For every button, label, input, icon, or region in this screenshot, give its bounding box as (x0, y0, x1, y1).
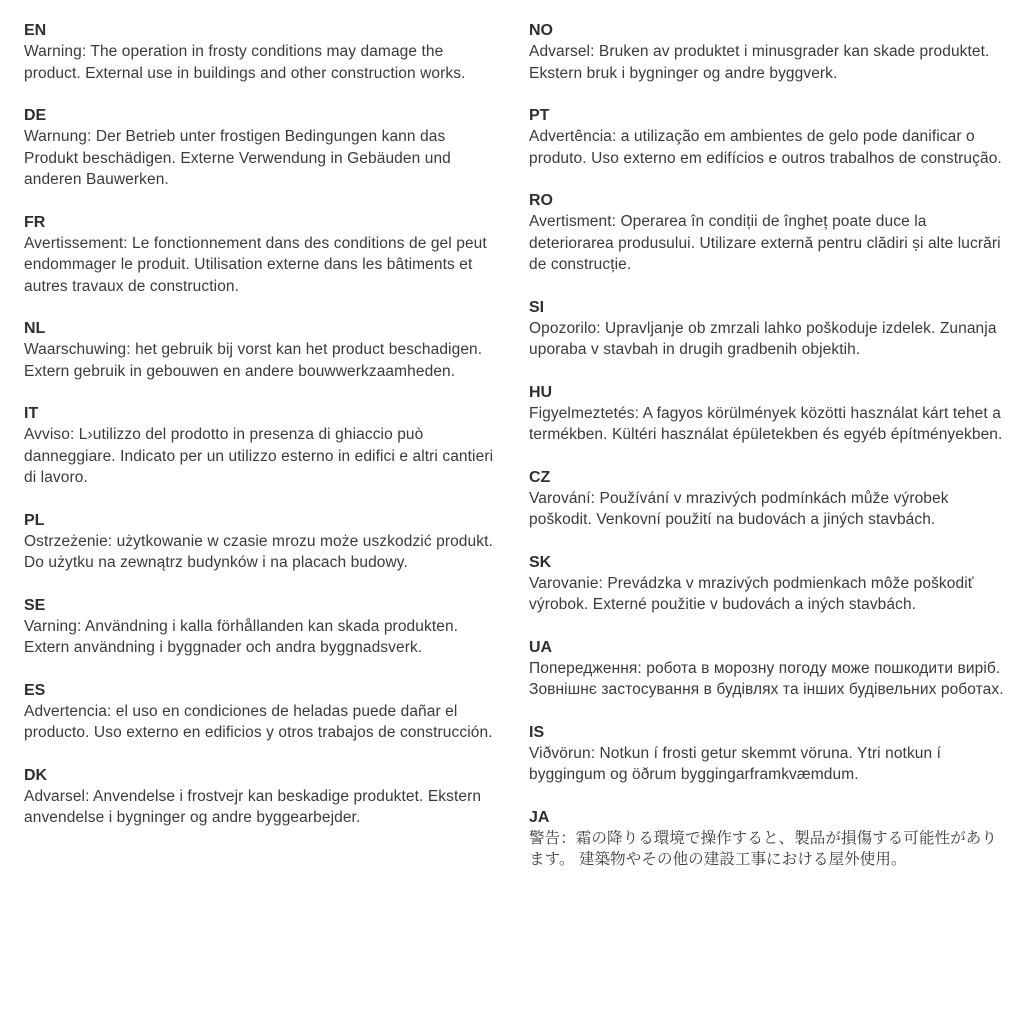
warning-text-cz: Varování: Používání v mrazivých podmínkách může výrobek poškodit. Venkovní použití na budovách a jiných stavbách. (529, 489, 949, 528)
language-code-ja: JA (529, 808, 550, 826)
warning-section-fr (24, 212, 501, 298)
warning-section-dk (24, 765, 501, 829)
warning-section-nl (24, 318, 501, 382)
warning-text-de: Warnung: Der Betrieb unter frostigen Bedingungen kann das Produkt beschädigen. Externe Verwendung in Gebäuden und anderen Bauwerken. (24, 128, 451, 188)
language-code-se: SE (24, 596, 46, 614)
language-code-is: IS (529, 723, 545, 741)
warning-section-it (24, 403, 501, 489)
language-code-pt: PT (529, 107, 550, 124)
warning-section-is (529, 722, 1006, 786)
warning-text-it: Avviso: L›utilizzo del prodotto in presenza di ghiaccio può danneggiare. Indicato per un utilizzo esterno in edifici e altri cantieri di lavoro. (24, 426, 494, 486)
right-column (529, 20, 1008, 1014)
warning-text-en: Warning: The operation in frosty conditions may damage the product. External use in buildings and other construction works. (24, 43, 466, 82)
warning-section-pl (24, 510, 501, 574)
left-column (24, 20, 501, 1014)
language-code-ro: RO (529, 192, 553, 209)
warning-text-si: Opozorilo: Upravljanje ob zmrzali lahko poškoduje izdelek. Zunanja uporaba v stavbah in drugih gradbenih objektih. (529, 319, 997, 358)
warning-text-es: Advertencia: el uso en condiciones de heladas puede dañar el producto. Uso externo en edificios y otros trabajos de construcción. (24, 702, 493, 741)
language-code-ua: UA (529, 638, 553, 656)
warning-section-ro (529, 190, 1006, 276)
warning-section-se (24, 595, 501, 659)
language-code-nl: NL (24, 320, 46, 337)
language-code-fr: FR (24, 213, 46, 231)
warning-section-en (24, 20, 501, 84)
warning-section-de (24, 105, 501, 191)
language-code-si: SI (529, 298, 545, 316)
warning-text-pl: Ostrzeżenie: użytkowanie w czasie mrozu może uszkodzić produkt. Do użytku na zewnątrz budynków i na placach budowy. (24, 532, 493, 571)
warning-text-ja: 警告：霜の降りる環境で操作すると、製品が損傷する可能性があります。 建築物やその他の建設工事における屋外使用。 (529, 829, 998, 868)
warning-text-pt: Advertência: a utilização em ambientes de gelo pode danificar o produto. Uso externo em edifícios e outros trabalhos de construção. (529, 128, 1002, 167)
language-code-en: EN (24, 22, 47, 39)
language-code-pl: PL (24, 511, 45, 529)
language-code-es: ES (24, 681, 46, 699)
language-code-cz: CZ (529, 468, 551, 486)
warning-section-hu (529, 382, 1006, 446)
warning-section-es (24, 680, 501, 744)
language-code-dk: DK (24, 766, 48, 784)
warning-text-ro: Avertisment: Operarea în condiții de îngheț poate duce la deteriorarea produsului. Utilizare externă pentru clădiri și alte lucrări de construcție. (529, 213, 1001, 273)
warning-section-sk (529, 552, 1006, 616)
language-code-sk: SK (529, 553, 552, 571)
warning-text-ua: Попередження: робота в морозну погоду може пошкодити виріб. Зовнішнє застосування в будівлях та інших будівельних роботах. (529, 659, 1004, 698)
warning-text-se: Varning: Användning i kalla förhållanden kan skada produkten. Extern användning i byggnader och andra byggnadsverk. (24, 617, 459, 656)
warning-text-is: Viðvörun: Notkun í frosti getur skemmt vöruna. Ytri notkun í byggingum og öðrum byggingarframkvæmdum. (529, 744, 942, 783)
language-code-hu: HU (529, 383, 553, 401)
warning-text-hu: Figyelmeztetés: A fagyos körülmények közötti használat kárt tehet a termékben. Kültéri használat épületekben és egyéb építményekben. (529, 404, 1003, 443)
language-code-de: DE (24, 107, 47, 124)
language-code-it: IT (24, 405, 39, 422)
warning-text-nl: Waarschuwing: het gebruik bij vorst kan het product beschadigen. Extern gebruik in gebouwen en andere bouwwerkzaamheden. (24, 341, 483, 380)
warning-section-cz (529, 467, 1006, 531)
warning-section-no (529, 20, 1006, 84)
warning-text-dk: Advarsel: Anvendelse i frostvejr kan beskadige produktet. Ekstern anvendelse i bygninger og andre byggearbejder. (24, 787, 482, 826)
warning-section-ua (529, 637, 1006, 701)
warning-section-si (529, 297, 1006, 361)
warning-text-fr: Avertissement: Le fonctionnement dans des conditions de gel peut endommager le produit. Utilisation externe dans les bâtiments et autres travaux de construction. (24, 234, 487, 295)
warning-text-no: Advarsel: Bruken av produktet i minusgrader kan skade produktet. Ekstern bruk i bygninger og andre byggverk. (529, 43, 990, 82)
language-code-no: NO (529, 22, 553, 39)
warning-section-pt (529, 105, 1006, 169)
warning-section-ja (529, 807, 1006, 871)
warning-text-sk: Varovanie: Prevádzka v mrazivých podmienkach môže poškodiť výrobok. Externé použitie v budovách a iných stavbách. (529, 574, 974, 613)
